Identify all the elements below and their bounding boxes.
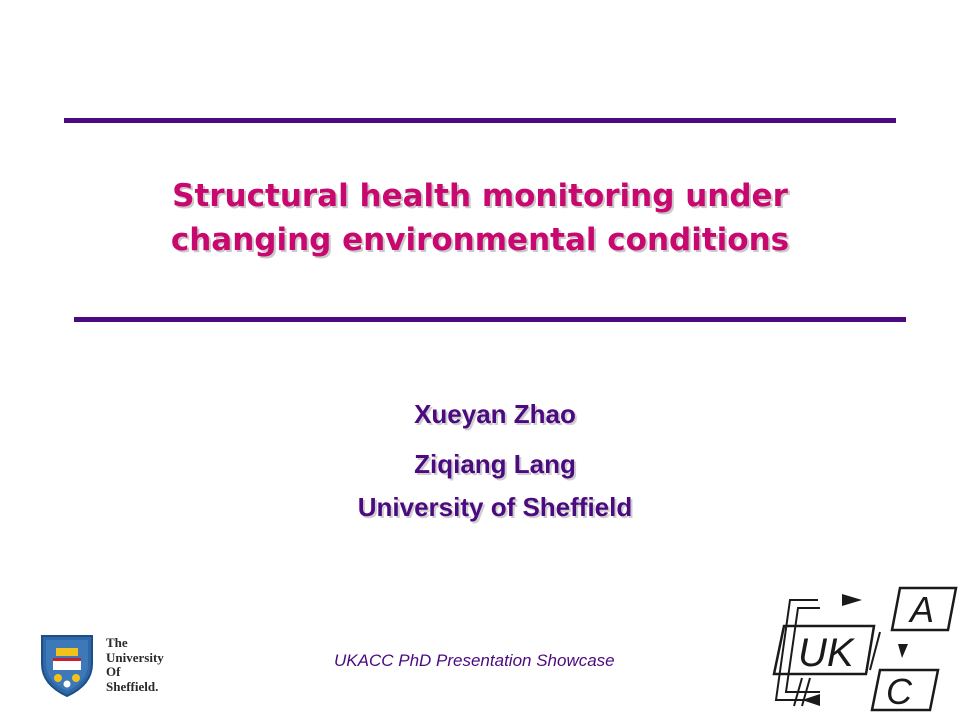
bottom-divider-rule: [74, 317, 906, 322]
author-name-1: Xueyan Zhao: [414, 399, 576, 429]
title-line-2: changing environmental conditions: [170, 222, 790, 258]
author-affiliation: University of Sheffield: [357, 492, 633, 522]
university-crest-icon: [36, 632, 98, 698]
footer-event-name: UKACC PhD Presentation Showcase: [334, 651, 615, 670]
ukacc-logo-graphic: [762, 582, 960, 714]
wordmark-line-the: The: [106, 635, 128, 650]
title-line-1: Structural health monitoring under: [172, 178, 788, 214]
slide-title: [60, 174, 900, 262]
wordmark-line-of: Of: [106, 664, 121, 679]
ukacc-letter-a: A: [910, 589, 935, 630]
ukacc-letter-c: C: [886, 671, 912, 712]
university-of-sheffield-logo: [36, 632, 186, 702]
ukacc-logo: [762, 582, 960, 714]
wordmark-line-university: University: [106, 649, 164, 665]
top-divider-rule: [64, 118, 896, 123]
author-name-2: Ziqiang Lang: [414, 449, 576, 479]
university-wordmark: [106, 636, 164, 694]
wordmark-line-sheffield: Sheffield.: [106, 678, 159, 694]
ukacc-letters-uk: UK: [798, 631, 854, 675]
